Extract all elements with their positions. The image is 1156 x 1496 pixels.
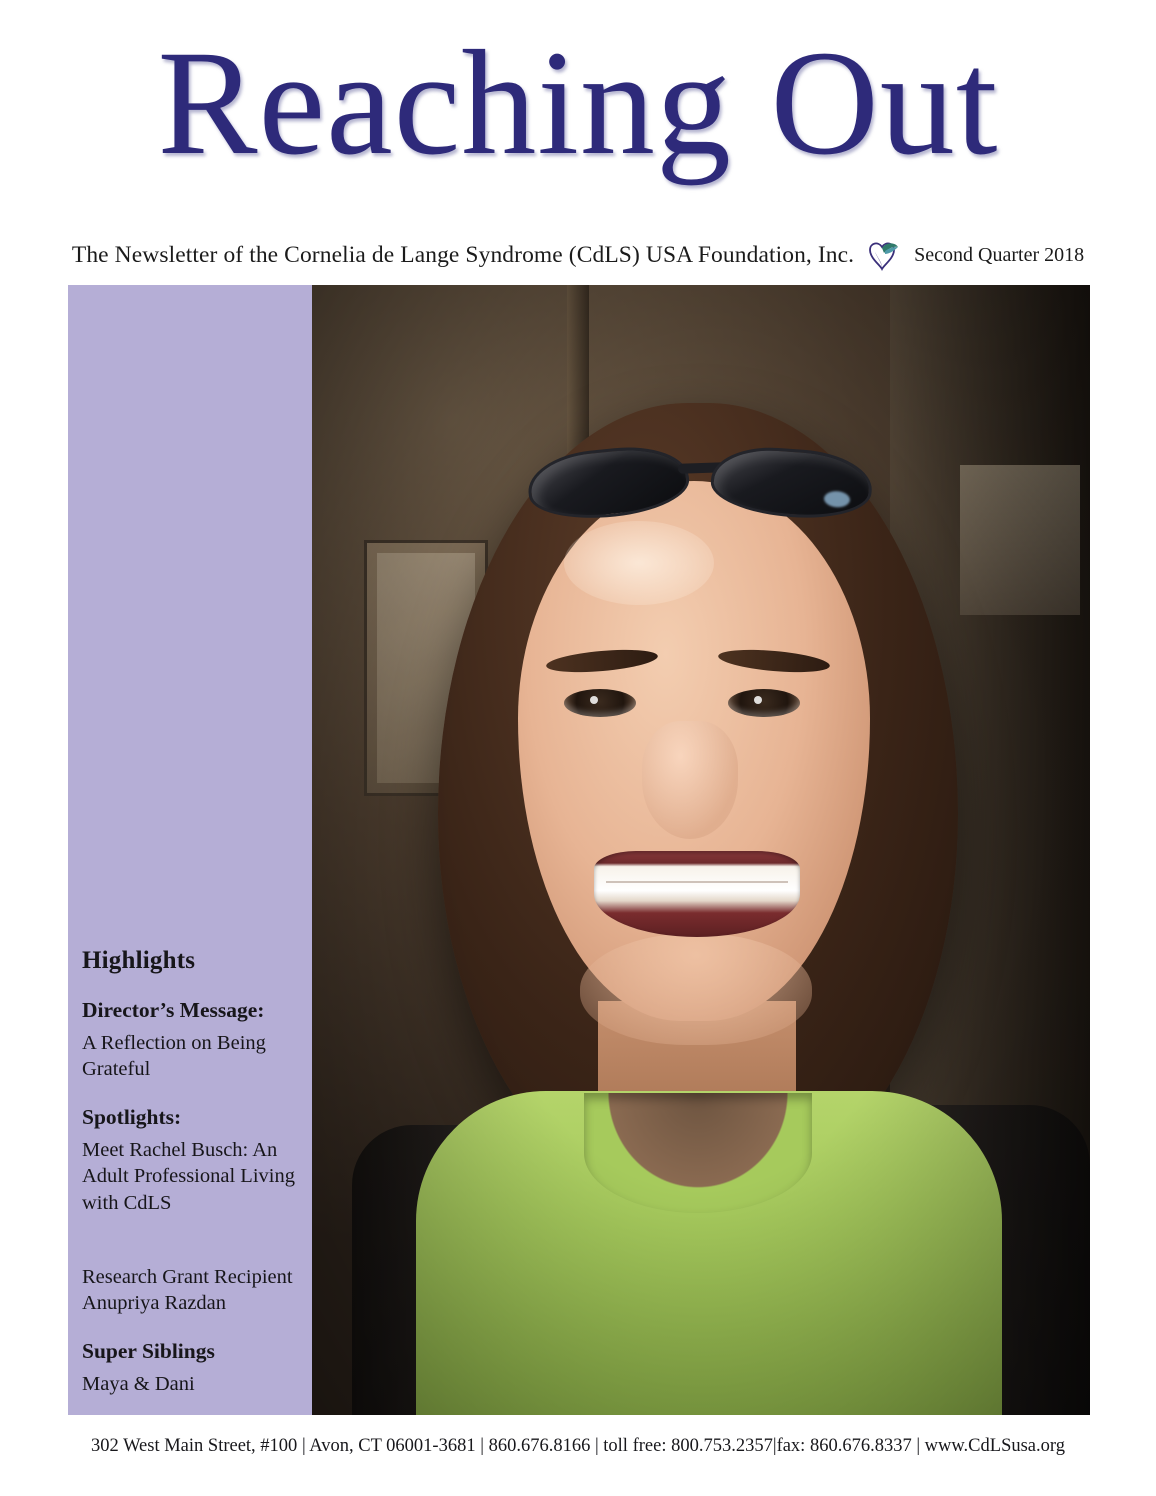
photo-subject-nose — [642, 721, 738, 839]
highlight-body: A Reflection on Being Grateful — [82, 1031, 266, 1081]
highlight-item — [82, 1264, 310, 1316]
photo-subject-eye-right — [728, 689, 800, 717]
highlight-body: Research Grant Recipient Anupriya Razdan — [82, 1265, 293, 1315]
photo-subject-eye-left — [564, 689, 636, 717]
masthead-subtitle: The Newsletter of the Cornelia de Lange Syndrome (CdLS) USA Foundation, Inc. — [71, 241, 855, 268]
masthead-subtitle-row — [0, 238, 1156, 272]
footer-separator: | — [475, 1436, 489, 1456]
cover-content — [68, 285, 1090, 1415]
photo-subject-forehead — [564, 521, 714, 605]
page-title: Reaching Out — [157, 20, 999, 186]
highlight-item — [82, 1338, 310, 1397]
sunglasses-lens-right — [709, 443, 874, 522]
highlight-body: Meet Rachel Busch: An Adult Professional Living with CdLS — [82, 1139, 295, 1214]
photo-background-object — [960, 465, 1080, 615]
highlight-item — [82, 1104, 310, 1216]
highlight-heading: Spotlights: — [82, 1105, 182, 1130]
highlight-heading: Super Siblings — [82, 1339, 215, 1364]
sunglasses-lens-left — [525, 441, 692, 525]
highlights-sidebar — [68, 285, 312, 1415]
footer-fax: fax: 860.676.8337 — [776, 1436, 912, 1456]
footer-contact-line — [0, 1436, 1156, 1457]
spacer — [82, 1238, 310, 1264]
footer-separator: | — [297, 1436, 310, 1456]
sunglasses-icon — [528, 441, 872, 517]
highlight-item — [82, 997, 310, 1082]
highlight-body: Maya & Dani — [82, 1373, 195, 1396]
footer-city-state-zip: Avon, CT 06001-3681 — [309, 1436, 476, 1456]
footer-address: 302 West Main Street, #100 — [91, 1436, 298, 1456]
highlights-list — [76, 947, 316, 1420]
footer-separator: | — [772, 1436, 777, 1456]
highlights-heading: Highlights — [82, 947, 196, 974]
footer-toll-free: toll free: 800.753.2357 — [603, 1436, 773, 1456]
photo-subject-smile — [594, 851, 800, 937]
footer-separator: | — [911, 1436, 925, 1456]
footer-website: www.CdLSusa.org — [924, 1436, 1065, 1456]
photo-subject-collar — [584, 1093, 812, 1213]
issue-date: Second Quarter 2018 — [914, 243, 1085, 266]
heart-logo-icon — [862, 238, 908, 272]
cover-photo — [312, 285, 1090, 1415]
masthead — [0, 20, 1156, 186]
footer-phone: 860.676.8166 — [488, 1436, 591, 1456]
photo-subject-chin — [580, 933, 812, 1045]
highlight-heading: Director’s Message: — [82, 998, 265, 1022]
photo-subject-teeth-line — [606, 881, 788, 883]
footer-separator: | — [590, 1436, 604, 1456]
